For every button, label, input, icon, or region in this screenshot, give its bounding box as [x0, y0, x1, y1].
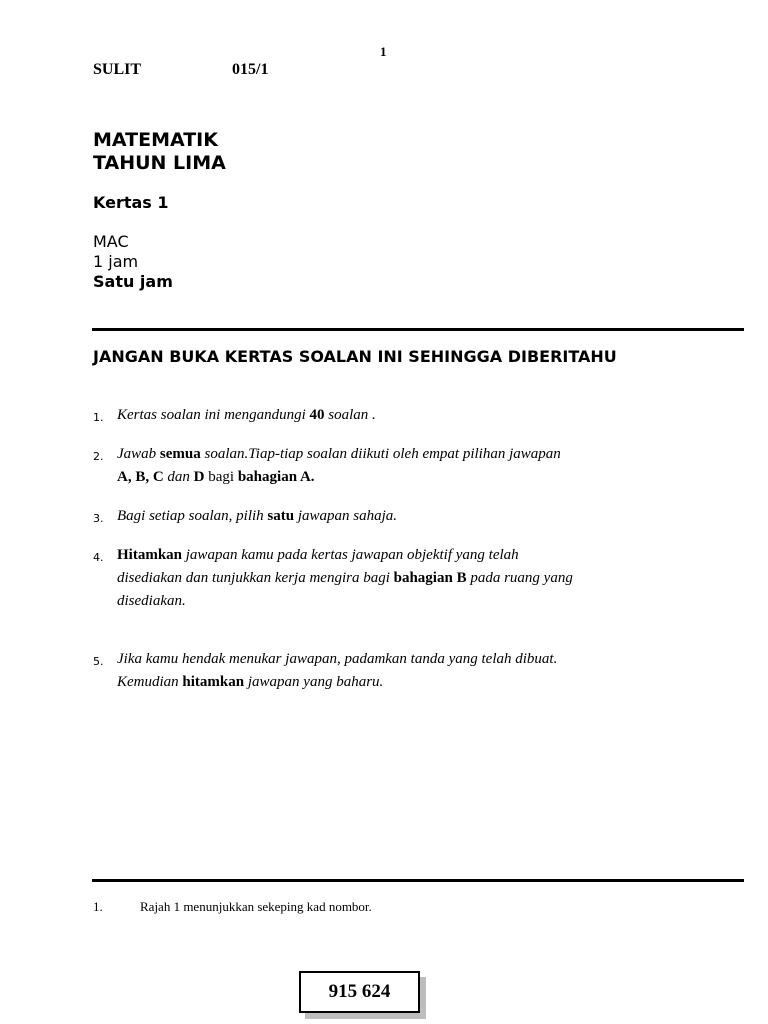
title-subject: MATEMATIK: [93, 129, 218, 151]
instruction-item: [93, 648, 693, 694]
instruction-text: Jika kamu hendak menukar jawapan, padamkan tanda yang telah dibuat. Kemudian hitamkan jawapan yang baharu.: [117, 651, 558, 690]
instruction-item: [93, 505, 693, 528]
title-year: TAHUN LIMA: [93, 152, 226, 174]
question-number: 1.: [93, 899, 103, 914]
instruction-number: 3.: [93, 512, 104, 525]
exam-info: [93, 232, 173, 292]
number-card: 915 624: [299, 971, 420, 1013]
paper-label: Kertas 1: [93, 193, 169, 212]
instruction-text: Kertas soalan ini mengandungi 40 soalan .: [117, 407, 376, 423]
exam-duration-words: Satu jam: [93, 272, 173, 291]
instruction-item: [93, 544, 693, 613]
warning-text: JANGAN BUKA KERTAS SOALAN INI SEHINGGA DIBERITAHU: [93, 347, 617, 366]
exam-month: MAC: [93, 232, 129, 251]
instruction-item: [93, 404, 693, 427]
divider-top: [92, 328, 744, 331]
paper-code: 015/1: [232, 61, 269, 78]
instruction-text: Bagi setiap soalan, pilih satu jawapan sahaja.: [117, 508, 398, 524]
question-text: Rajah 1 menunjukkan sekeping kad nombor.: [140, 899, 372, 914]
instruction-text: Jawab semua soalan.Tiap-tiap soalan diikuti oleh empat pilihan jawapan A, B, C dan D bagi bahagian A.: [117, 446, 561, 485]
exam-duration: 1 jam: [93, 252, 139, 271]
instruction-number: 5.: [93, 655, 104, 668]
instruction-number: 2.: [93, 450, 104, 463]
page-number: 1: [380, 44, 387, 59]
instruction-number: 4.: [93, 551, 104, 564]
classification-label: SULIT: [93, 61, 142, 78]
instruction-item: [93, 443, 693, 489]
instruction-number: 1.: [93, 411, 104, 424]
exam-title: [93, 129, 226, 175]
divider-bottom: [92, 879, 744, 882]
instruction-text: Hitamkan jawapan kamu pada kertas jawapan objektif yang telah disediakan dan tunjukkan kerja mengira bagi bahagian B pada ruang yang disediakan.: [117, 547, 573, 609]
